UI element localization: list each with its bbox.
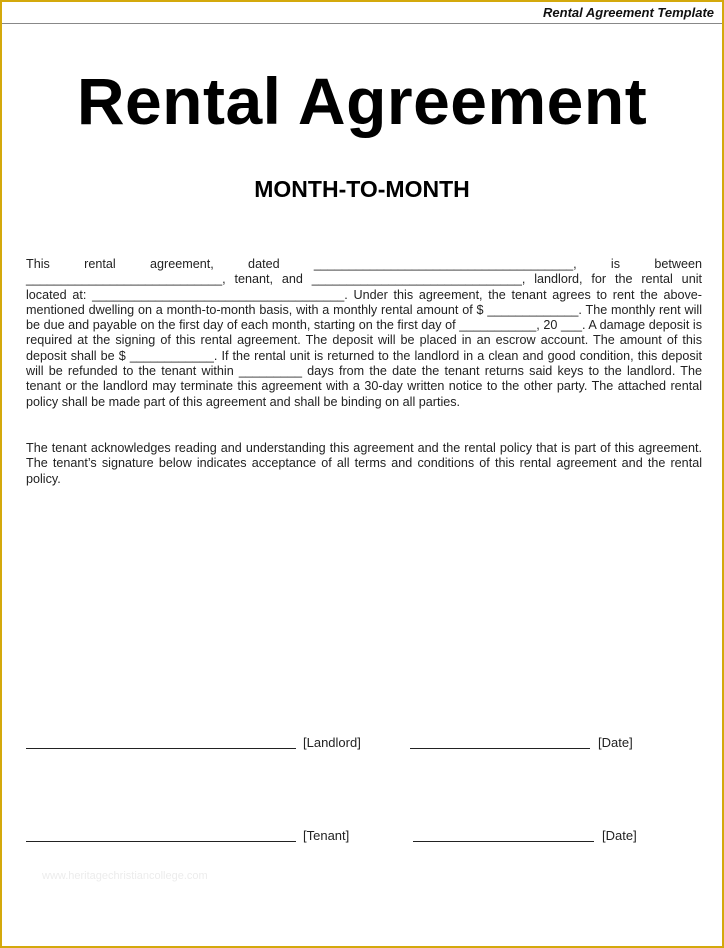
tenant-label: [Tenant]	[303, 828, 350, 843]
tenant-signature-row	[26, 828, 702, 846]
acknowledgement-paragraph: The tenant acknowledges reading and understanding this agreement and the rental policy that is part of this agreement. The tenant’s signature below indicates acceptance of all terms and conditions of this rental agreement and the rental policy.	[26, 441, 702, 486]
landlord-date-label: [Date]	[598, 735, 633, 750]
header-divider	[2, 23, 722, 24]
landlord-date-line[interactable]	[410, 735, 590, 749]
template-label: Rental Agreement Template	[543, 5, 714, 20]
tenant-date-label: [Date]	[602, 828, 637, 843]
agreement-paragraph: This rental agreement, dated _____________________________________, is between ____________________________, tenant, and ______________________________, landlord, for the rental unit located at: ____________________________________. Under this agreement, the tenant agrees to rent the above-mentioned dwelling on a month-to-month basis, with a monthly rental amount of $ _____________. The monthly rent will be due and payable on the first day of each month, starting on the first day of ___________, 20 ___. A damage deposit is required at the signing of this rental agreement. The deposit will be placed in an escrow account. The amount of this deposit shall be $ ____________. If the rental unit is returned to the landlord in a clean and good condition, this deposit will be refunded to the tenant within _________ days from the date the tenant returns said keys to the landlord. The tenant or the landlord may terminate this agreement with a 30-day written notice to the other party. The attached rental policy shall be made part of this agreement and shall be binding on all parties.	[26, 257, 702, 409]
tenant-signature-line[interactable]	[26, 828, 296, 842]
watermark: www.heritagechristiancollege.com	[42, 870, 208, 882]
document-subtitle: MONTH-TO-MONTH	[254, 176, 470, 202]
document-title: Rental Agreement	[76, 64, 648, 138]
landlord-signature-line[interactable]	[26, 735, 296, 749]
landlord-signature-row	[26, 735, 702, 753]
landlord-label: [Landlord]	[303, 735, 361, 750]
tenant-date-line[interactable]	[413, 828, 594, 842]
